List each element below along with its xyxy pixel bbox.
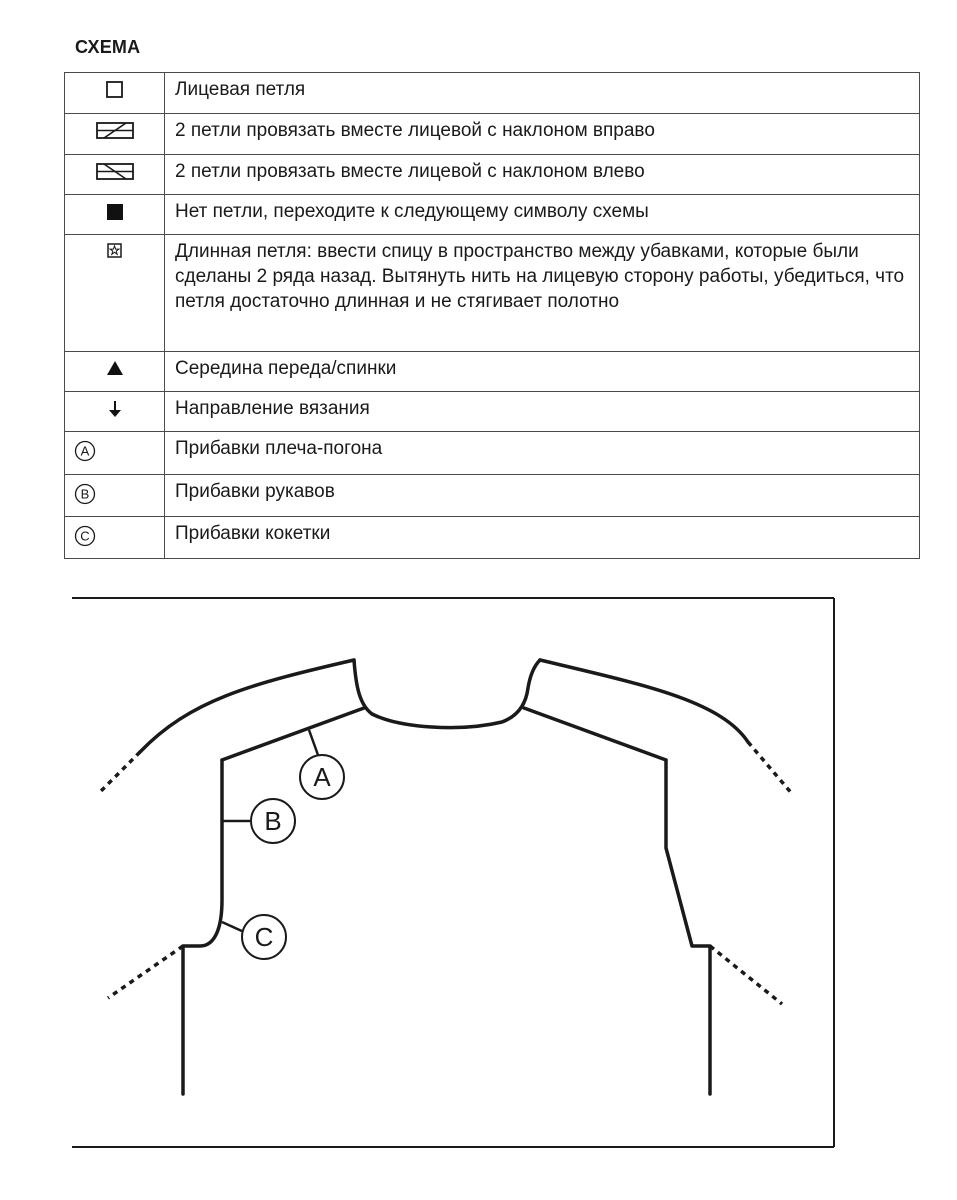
left-sleeve-top-line	[140, 660, 354, 752]
svg-text:B: B	[80, 486, 90, 502]
right-body-side	[666, 760, 710, 1094]
svg-text:C: C	[80, 528, 90, 544]
left-sleeve-neck-edge	[354, 660, 372, 714]
legend-description: Лицевая петля	[165, 73, 920, 114]
left-underarm-continuation	[108, 946, 183, 998]
legend-description: Прибавки плеча-погона	[165, 432, 920, 475]
legend-description: Середина переда/спинки	[165, 352, 920, 392]
neckline	[372, 660, 540, 728]
legend-description: Прибавки кокетки	[165, 517, 920, 559]
legend-description: Нет петли, переходите к следующему символу схемы	[165, 195, 920, 235]
left-body-side	[183, 760, 222, 1094]
legend-description: Длинная петля: ввести спицу в пространство между убавками, которые были сделаны 2 ряда назад. Вытянуть нить на лицевую сторону работы, убедиться, что петля достаточно длинная и не стягивает полотно	[165, 235, 920, 352]
callout-c-label: C	[254, 922, 274, 952]
right-underarm-continuation	[710, 946, 782, 1004]
right-raglan-line	[524, 708, 666, 760]
callout-b-label: B	[264, 806, 282, 836]
legend-description: Прибавки рукавов	[165, 475, 920, 517]
left-sleeve-continuation	[101, 752, 140, 791]
right-sleeve-continuation	[748, 742, 793, 795]
svg-text:A: A	[80, 443, 90, 459]
right-sleeve-top-line	[540, 660, 748, 742]
legend-description: 2 петли провязать вместе лицевой с наклоном влево	[165, 155, 920, 195]
page-title: СХЕМА	[75, 37, 141, 57]
callout-a	[300, 730, 344, 799]
callout-a-label: A	[313, 762, 331, 792]
left-raglan-line	[222, 708, 364, 760]
callout-c	[222, 915, 286, 959]
legend-description: 2 петли провязать вместе лицевой с наклоном вправо	[165, 114, 920, 155]
callout-b	[222, 799, 295, 843]
legend-description: Направление вязания	[165, 392, 920, 432]
